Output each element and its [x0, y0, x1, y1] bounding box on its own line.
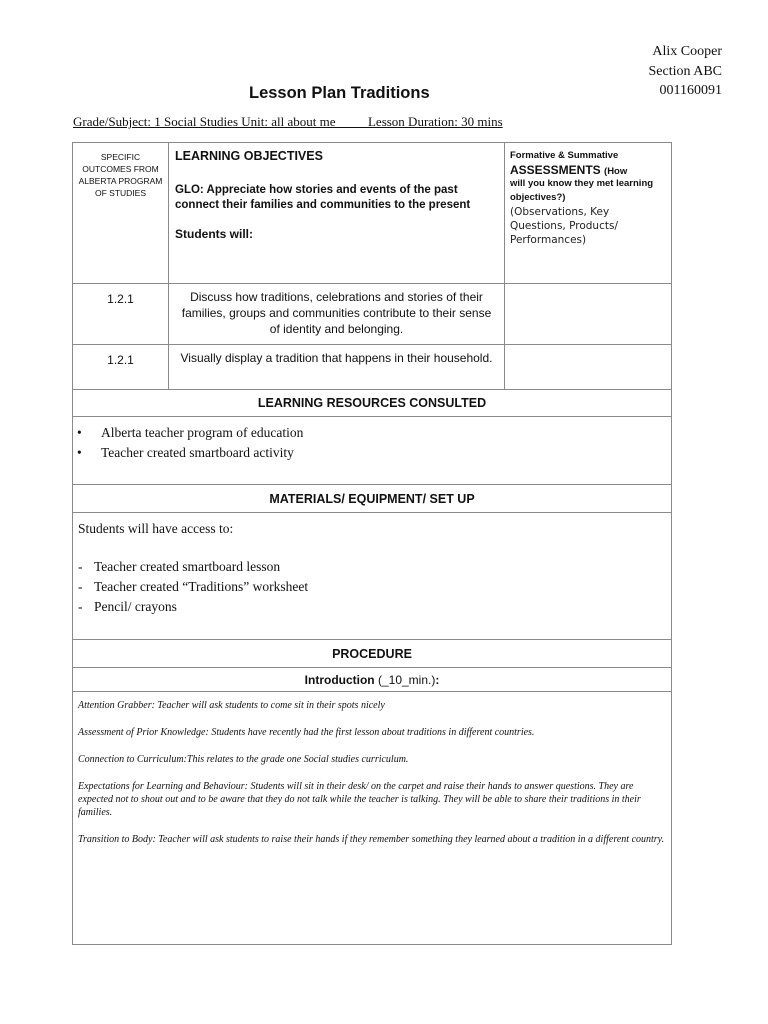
objectives-cell — [169, 143, 505, 284]
materials-list — [73, 557, 671, 617]
prior-knowledge: Assessment of Prior Knowledge: Students have recently had the first lesson about traditions in different countries. — [78, 727, 535, 738]
list-item — [78, 577, 671, 597]
objective-row — [73, 345, 672, 390]
bullet-mark: • — [77, 425, 82, 440]
objectives-header-row — [73, 143, 672, 284]
objective-description: Discuss how traditions, celebrations and stories of their families, groups and communities contribute to their sense of identity and belonging. — [169, 284, 505, 345]
outcomes-header: SPECIFIC OUTCOMES FROM ALBERTA PROGRAM OF STUDIES — [73, 143, 169, 284]
material-text: Teacher created “Traditions” worksheet — [94, 579, 309, 594]
students-will-label: Students will: — [175, 227, 253, 241]
grade-subject-line: Grade/Subject: 1 Social Studies Unit: all about me Lesson Duration: 30 mins — [73, 114, 503, 129]
material-text: Teacher created smartboard lesson — [94, 559, 281, 574]
resource-text: Alberta teacher program of education — [101, 425, 304, 440]
procedure-body-row — [73, 692, 672, 945]
list-item — [78, 557, 671, 577]
materials-header: MATERIALS/ EQUIPMENT/ SET UP — [73, 485, 672, 513]
dash-mark: - — [78, 559, 83, 574]
objective-description: Visually display a tradition that happens in their household. — [169, 345, 505, 390]
objectives-header: LEARNING OBJECTIVES — [175, 149, 323, 163]
resources-header: LEARNING RESOURCES CONSULTED — [73, 390, 672, 417]
transition-to-body: Transition to Body: Teacher will ask students to raise their hands if they remember something they learned about a tradition in a different country. — [78, 834, 665, 845]
attention-grabber: Attention Grabber: Teacher will ask students to come sit in their spots nicely — [78, 700, 385, 711]
materials-header-row — [73, 485, 672, 513]
introduction-row — [73, 668, 672, 692]
resources-header-row — [73, 390, 672, 417]
procedure-header-row — [73, 640, 672, 668]
dash-mark: - — [78, 599, 83, 614]
assessments-title — [510, 163, 667, 177]
assessments-question: will you know they met learning objectives?) — [510, 178, 654, 203]
curriculum-connection: Connection to Curriculum:This relates to the grade one Social studies curriculum. — [78, 754, 409, 765]
procedure-body — [73, 692, 672, 945]
list-item — [77, 423, 671, 443]
page-title: Lesson Plan Traditions — [249, 84, 430, 102]
glo-text: GLO: Appreciate how stories and events of the past connect their families and communities to the present — [175, 184, 471, 211]
resources-list — [73, 417, 671, 462]
assessments-how: (How — [604, 166, 628, 177]
materials-cell — [73, 513, 672, 640]
assessments-line1: Formative & Summative — [510, 150, 619, 161]
introduction-time: (_10_min.) — [377, 672, 436, 687]
author-name: Alix Cooper — [652, 44, 722, 59]
expectations: Expectations for Learning and Behaviour: Students will sit in their desk/ on the carpet and raise their hands to answer questions. They are expected not to shout out and to be aware that they do not talk while the teacher is talking. They will be able to share their traditions in their families. — [78, 781, 641, 818]
bullet-mark: • — [77, 444, 82, 460]
dash-mark: - — [78, 579, 83, 594]
outcome-code: 1.2.1 — [73, 284, 169, 345]
section-label: Section ABC — [648, 63, 722, 79]
resources-row — [73, 417, 672, 485]
procedure-header: PROCEDURE — [73, 640, 672, 668]
resource-text: Teacher created smartboard activity — [101, 444, 294, 460]
assessments-header-cell — [505, 143, 672, 284]
introduction-colon: : — [435, 672, 440, 687]
lesson-plan-table — [72, 142, 672, 945]
assessments-examples: (Observations, Key Questions, Products/ Performances) — [510, 206, 618, 246]
list-item — [77, 443, 671, 463]
introduction-cell — [73, 668, 672, 692]
materials-intro: Students will have access to: — [78, 521, 234, 536]
materials-row — [73, 513, 672, 640]
assessment-cell — [505, 345, 672, 390]
student-id: 001160091 — [659, 83, 722, 98]
assessments-word: ASSESSMENTS — [510, 163, 601, 177]
material-text: Pencil/ crayons — [94, 599, 177, 614]
introduction-label: Introduction — [304, 672, 375, 687]
resources-cell — [73, 417, 672, 485]
outcome-code: 1.2.1 — [73, 345, 169, 390]
author-block — [648, 42, 722, 101]
list-item — [78, 597, 671, 617]
assessment-cell — [505, 284, 672, 345]
objective-row — [73, 284, 672, 345]
